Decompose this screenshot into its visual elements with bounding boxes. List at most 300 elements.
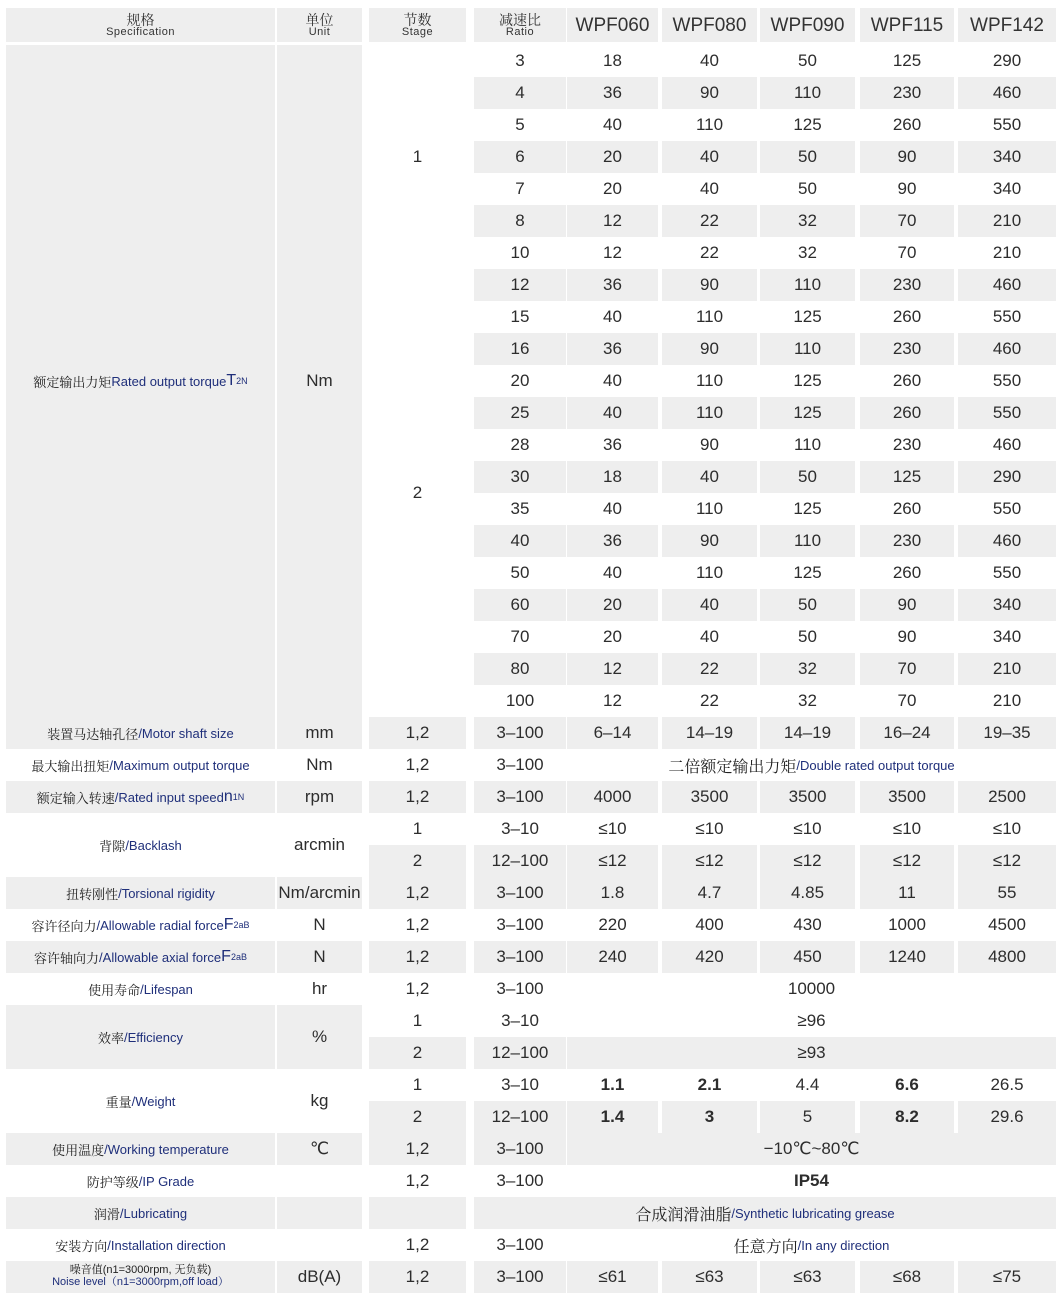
lubricating-value: [474, 1197, 1056, 1229]
torque-value: 22: [662, 653, 757, 685]
torque-ratio: 70: [474, 621, 566, 653]
torque-value: 110: [662, 557, 757, 589]
torque-stage-2: 2: [369, 269, 466, 717]
torque-value: 32: [760, 685, 855, 717]
torque-value: 40: [567, 397, 658, 429]
weight-value: 8.2: [860, 1101, 954, 1133]
header-ratio-cn: 减速比: [499, 11, 541, 28]
noise-label-cn: 噪音值(n1=3000rpm, 无负载): [69, 1264, 212, 1277]
shaft-value: 19–35: [958, 717, 1056, 749]
lifespan-label-en: /Lifespan: [140, 981, 193, 997]
shaft-ratio: 3–100: [474, 717, 566, 749]
torque-value: 20: [567, 621, 658, 653]
torque-value: 70: [860, 237, 954, 269]
ip-value: IP54: [567, 1165, 1056, 1197]
torque-value: 230: [860, 77, 954, 109]
torque-value: 90: [662, 429, 757, 461]
torque-value: 50: [760, 173, 855, 205]
noise-value: ≤61: [567, 1261, 658, 1293]
torque-value: 12: [567, 237, 658, 269]
temperature-unit: ℃: [277, 1133, 362, 1165]
torque-value: 460: [958, 269, 1056, 301]
torque-ratio: 35: [474, 493, 566, 525]
header-specification-cn: 规格: [126, 11, 155, 28]
torque-label-symbol: T: [226, 372, 237, 389]
torque-value: 70: [860, 205, 954, 237]
torque-value: 460: [958, 77, 1056, 109]
torque-value: 18: [567, 45, 658, 77]
efficiency-ratio: 3–10: [474, 1005, 566, 1037]
lubricating-label-en: /Lubricating: [119, 1205, 188, 1221]
input_speed-label: [6, 781, 275, 813]
torque-ratio: 4: [474, 77, 566, 109]
installation-stage: 1,2: [369, 1229, 466, 1261]
torque-value: 90: [860, 141, 954, 173]
torque-value: 125: [760, 397, 855, 429]
radial-value: 400: [662, 909, 757, 941]
backlash-value: ≤12: [860, 845, 954, 877]
radial-label-en: /Allowable radial force: [96, 917, 224, 933]
temperature-label: [6, 1133, 275, 1165]
torque-value: 12: [567, 653, 658, 685]
torque-value: 40: [662, 173, 757, 205]
backlash-ratio: 3–10: [474, 813, 566, 845]
torque-value: 40: [662, 461, 757, 493]
input_speed-label-en: /Rated input speed: [114, 789, 224, 805]
lubricating-value-cn: 合成润滑油脂: [635, 1206, 732, 1224]
efficiency-label: [6, 1005, 275, 1069]
header-model-wpf142: WPF142: [958, 8, 1056, 42]
torque-value: 40: [567, 365, 658, 397]
torque-unit: Nm: [277, 45, 362, 717]
noise-label-en: Noise level（n1=3000rpm,off load）: [52, 1276, 229, 1288]
noise-value: ≤68: [860, 1261, 954, 1293]
weight-value: 1.1: [567, 1069, 658, 1101]
weight-label: [6, 1069, 275, 1133]
torque-value: 110: [662, 301, 757, 333]
torque-value: 70: [860, 653, 954, 685]
torque-ratio: 10: [474, 237, 566, 269]
temperature-stage: 1,2: [369, 1133, 466, 1165]
torque-value: 125: [760, 109, 855, 141]
efficiency-stage: 2: [369, 1037, 466, 1069]
torque-value: 260: [860, 397, 954, 429]
ip-ratio: 3–100: [474, 1165, 566, 1197]
torque-ratio: 7: [474, 173, 566, 205]
backlash-stage: 2: [369, 845, 466, 877]
input_speed-value: 3500: [760, 781, 855, 813]
torque-value: 40: [567, 557, 658, 589]
axial-label-en: /Allowable axial force: [99, 949, 222, 965]
axial-value: 420: [662, 941, 757, 973]
torque-value: 50: [760, 141, 855, 173]
radial-ratio: 3–100: [474, 909, 566, 941]
lifespan-value: 10000: [567, 973, 1056, 1005]
installation-value-cn: 任意方向: [733, 1238, 798, 1256]
rigidity-value: 4.85: [760, 877, 855, 909]
header-model-wpf080: WPF080: [662, 8, 757, 42]
installation-value-en: /In any direction: [797, 1237, 890, 1253]
header-unit-en: Unit: [308, 25, 331, 38]
torque-value: 230: [860, 429, 954, 461]
weight-value: 2.1: [662, 1069, 757, 1101]
weight-ratio: 3–10: [474, 1069, 566, 1101]
backlash-value: ≤12: [662, 845, 757, 877]
torque-value: 230: [860, 525, 954, 557]
backlash-label-en: /Backlash: [125, 837, 182, 853]
torque-value: 18: [567, 461, 658, 493]
torque-value: 260: [860, 365, 954, 397]
weight-value: 3: [662, 1101, 757, 1133]
header-unit-cn: 单位: [305, 11, 334, 28]
torque-ratio: 28: [474, 429, 566, 461]
rigidity-label: [6, 877, 275, 909]
torque-value: 32: [760, 237, 855, 269]
torque-value: 290: [958, 45, 1056, 77]
input_speed-label-cn: 额定输入转速: [36, 790, 115, 806]
installation-value: [567, 1229, 1056, 1261]
radial-unit: N: [277, 909, 362, 941]
efficiency-ratio: 12–100: [474, 1037, 566, 1069]
lifespan-label-cn: 使用寿命: [88, 982, 141, 998]
torque-ratio: 15: [474, 301, 566, 333]
torque-ratio: 50: [474, 557, 566, 589]
torque-value: 40: [567, 301, 658, 333]
rigidity-label-en: /Torsional rigidity: [118, 885, 215, 901]
weight-value: 26.5: [958, 1069, 1056, 1101]
weight-label-cn: 重量: [105, 1094, 132, 1110]
torque-value: 550: [958, 365, 1056, 397]
rigidity-value: 4.7: [662, 877, 757, 909]
lubricating-unit-empty: [277, 1197, 362, 1229]
weight-stage: 2: [369, 1101, 466, 1133]
backlash-value: ≤10: [958, 813, 1056, 845]
input_speed-value: 3500: [860, 781, 954, 813]
axial-value: 1240: [860, 941, 954, 973]
torque-value: 40: [662, 45, 757, 77]
backlash-value: ≤12: [567, 845, 658, 877]
torque-value: 90: [662, 333, 757, 365]
torque-value: 90: [662, 269, 757, 301]
torque-value: 125: [860, 45, 954, 77]
axial-label-subscript: 2aB: [230, 952, 247, 962]
torque-value: 290: [958, 461, 1056, 493]
noise-value: ≤63: [760, 1261, 855, 1293]
radial-label-symbol: F: [223, 916, 234, 933]
torque-value: 22: [662, 237, 757, 269]
ip-label: [6, 1165, 275, 1197]
rigidity-label-cn: 扭转刚性: [66, 886, 119, 902]
torque-label-cn: 额定输出力矩: [33, 374, 112, 390]
backlash-value: ≤10: [567, 813, 658, 845]
noise-label: [6, 1261, 275, 1293]
torque-stage-1: 1: [369, 45, 466, 269]
torque-value: 210: [958, 653, 1056, 685]
max_torque-label-en: /Maximum output torque: [109, 757, 250, 773]
rigidity-ratio: 3–100: [474, 877, 566, 909]
input_speed-label-subscript: 1N: [232, 792, 245, 802]
torque-value: 90: [860, 621, 954, 653]
temperature-value: −10℃~80℃: [567, 1133, 1056, 1165]
backlash-ratio: 12–100: [474, 845, 566, 877]
max_torque-label-cn: 最大输出扭矩: [31, 758, 110, 774]
torque-value: 36: [567, 429, 658, 461]
weight-label-en: /Weight: [131, 1093, 176, 1109]
torque-ratio: 20: [474, 365, 566, 397]
installation-label-cn: 安装方向: [55, 1238, 108, 1254]
max_torque-stage: 1,2: [369, 749, 466, 781]
backlash-value: ≤10: [760, 813, 855, 845]
lifespan-stage: 1,2: [369, 973, 466, 1005]
input_speed-stage: 1,2: [369, 781, 466, 813]
axial-label-symbol: F: [221, 948, 231, 965]
ip-unit-empty: [277, 1165, 362, 1197]
input_speed-value: 2500: [958, 781, 1056, 813]
noise-value: ≤75: [958, 1261, 1056, 1293]
torque-value: 32: [760, 653, 855, 685]
backlash-unit: arcmin: [277, 813, 362, 877]
torque-ratio: 100: [474, 685, 566, 717]
torque-ratio: 8: [474, 205, 566, 237]
torque-value: 110: [760, 429, 855, 461]
torque-value: 22: [662, 205, 757, 237]
torque-value: 36: [567, 77, 658, 109]
torque-value: 260: [860, 493, 954, 525]
torque-value: 340: [958, 589, 1056, 621]
backlash-value: ≤10: [662, 813, 757, 845]
torque-value: 40: [567, 493, 658, 525]
noise-stage: 1,2: [369, 1261, 466, 1293]
rigidity-unit: Nm/arcmin: [277, 877, 362, 909]
radial-label-subscript: 2aB: [233, 920, 250, 930]
torque-value: 110: [662, 109, 757, 141]
header-specification-en: Specification: [106, 25, 175, 38]
input_speed-unit: rpm: [277, 781, 362, 813]
installation-unit-empty: [277, 1229, 362, 1261]
efficiency-stage: 1: [369, 1005, 466, 1037]
torque-value: 125: [760, 493, 855, 525]
input_speed-value: 4000: [567, 781, 658, 813]
torque-value: 40: [662, 621, 757, 653]
radial-label-cn: 容许径向力: [31, 918, 97, 934]
torque-ratio: 3: [474, 45, 566, 77]
torque-value: 550: [958, 301, 1056, 333]
torque-value: 50: [760, 621, 855, 653]
weight-value: 4.4: [760, 1069, 855, 1101]
ip-stage: 1,2: [369, 1165, 466, 1197]
shaft-unit: mm: [277, 717, 362, 749]
header-specification: [6, 8, 275, 42]
weight-value: 6.6: [860, 1069, 954, 1101]
torque-value: 210: [958, 685, 1056, 717]
max_torque-value: [567, 749, 1056, 781]
weight-value: 1.4: [567, 1101, 658, 1133]
torque-label-en: Rated output torque: [111, 373, 227, 389]
backlash-label-cn: 背隙: [99, 838, 126, 854]
torque-value: 110: [760, 77, 855, 109]
lubricating-value-en: /Synthetic lubricating grease: [731, 1205, 895, 1221]
lifespan-unit: hr: [277, 973, 362, 1005]
torque-value: 550: [958, 397, 1056, 429]
torque-value: 125: [760, 557, 855, 589]
torque-value: 50: [760, 461, 855, 493]
torque-value: 12: [567, 685, 658, 717]
torque-value: 340: [958, 173, 1056, 205]
torque-value: 260: [860, 301, 954, 333]
torque-value: 340: [958, 141, 1056, 173]
input_speed-value: 3500: [662, 781, 757, 813]
axial-value: 450: [760, 941, 855, 973]
torque-value: 32: [760, 205, 855, 237]
installation-label: [6, 1229, 275, 1261]
input_speed-ratio: 3–100: [474, 781, 566, 813]
torque-value: 110: [760, 269, 855, 301]
efficiency-label-cn: 效率: [97, 1030, 124, 1046]
weight-ratio: 12–100: [474, 1101, 566, 1133]
shaft-label-cn: 装置马达轴孔径: [47, 726, 139, 742]
header-model-wpf115: WPF115: [860, 8, 954, 42]
shaft-label: [6, 717, 275, 749]
max_torque-ratio: 3–100: [474, 749, 566, 781]
radial-value: 430: [760, 909, 855, 941]
torque-ratio: 80: [474, 653, 566, 685]
temperature-label-en: /Working temperature: [104, 1141, 229, 1157]
max_torque-unit: Nm: [277, 749, 362, 781]
header-ratio-en: Ratio: [505, 25, 535, 38]
torque-value: 12: [567, 205, 658, 237]
torque-value: 90: [860, 173, 954, 205]
torque-value: 550: [958, 493, 1056, 525]
torque-value: 90: [662, 77, 757, 109]
radial-value: 1000: [860, 909, 954, 941]
input_speed-label-symbol: n: [223, 788, 233, 805]
shaft-value: 16–24: [860, 717, 954, 749]
torque-value: 20: [567, 141, 658, 173]
torque-value: 125: [760, 301, 855, 333]
torque-value: 230: [860, 333, 954, 365]
torque-value: 50: [760, 589, 855, 621]
torque-value: 460: [958, 525, 1056, 557]
torque-value: 340: [958, 621, 1056, 653]
axial-value: 4800: [958, 941, 1056, 973]
torque-value: 70: [860, 685, 954, 717]
torque-value: 125: [760, 365, 855, 397]
backlash-stage: 1: [369, 813, 466, 845]
lifespan-ratio: 3–100: [474, 973, 566, 1005]
lubricating-stage-empty: [369, 1197, 466, 1229]
noise-value: ≤63: [662, 1261, 757, 1293]
backlash-value: ≤10: [860, 813, 954, 845]
header-ratio: [474, 8, 566, 42]
ip-label-en: /IP Grade: [138, 1173, 195, 1189]
torque-value: 40: [567, 109, 658, 141]
rigidity-value: 55: [958, 877, 1056, 909]
torque-value: 210: [958, 237, 1056, 269]
shaft-value: 6–14: [567, 717, 658, 749]
installation-label-en: /Installation direction: [107, 1237, 226, 1253]
lifespan-label: [6, 973, 275, 1005]
torque-value: 50: [760, 45, 855, 77]
torque-value: 460: [958, 333, 1056, 365]
torque-value: 36: [567, 333, 658, 365]
header-model-wpf090: WPF090: [760, 8, 855, 42]
header-model-wpf060: WPF060: [567, 8, 658, 42]
radial-label: [6, 909, 275, 941]
torque-value: 110: [760, 525, 855, 557]
lubricating-label: [6, 1197, 275, 1229]
axial-label-cn: 容许轴向力: [34, 950, 100, 966]
noise-ratio: 3–100: [474, 1261, 566, 1293]
backlash-value: ≤12: [760, 845, 855, 877]
torque-value: 110: [662, 493, 757, 525]
axial-value: 240: [567, 941, 658, 973]
header-stage-en: Stage: [401, 25, 434, 38]
torque-value: 36: [567, 269, 658, 301]
backlash-value: ≤12: [958, 845, 1056, 877]
torque-value: 550: [958, 557, 1056, 589]
shaft-label-en: /Motor shaft size: [138, 725, 234, 741]
efficiency-label-en: /Efficiency: [124, 1029, 184, 1045]
torque-value: 22: [662, 685, 757, 717]
header-stage: [369, 8, 466, 42]
torque-ratio: 30: [474, 461, 566, 493]
rigidity-value: 11: [860, 877, 954, 909]
torque-value: 110: [662, 397, 757, 429]
max_torque-value-cn: 二倍额定输出力矩: [668, 758, 797, 776]
torque-value: 36: [567, 525, 658, 557]
torque-value: 90: [662, 525, 757, 557]
torque-value: 110: [760, 333, 855, 365]
backlash-label: [6, 813, 275, 877]
torque-ratio: 60: [474, 589, 566, 621]
torque-label-subscript: 2N: [236, 376, 248, 386]
axial-label: [6, 941, 275, 973]
ip-label-cn: 防护等级: [86, 1174, 139, 1190]
header-unit: [277, 8, 362, 42]
weight-value: 5: [760, 1101, 855, 1133]
radial-value: 4500: [958, 909, 1056, 941]
efficiency-value: ≥93: [567, 1037, 1056, 1069]
torque-ratio: 40: [474, 525, 566, 557]
shaft-value: 14–19: [662, 717, 757, 749]
torque-value: 260: [860, 109, 954, 141]
torque-value: 125: [860, 461, 954, 493]
torque-value: 230: [860, 269, 954, 301]
noise-unit: dB(A): [277, 1261, 362, 1293]
rigidity-stage: 1,2: [369, 877, 466, 909]
axial-ratio: 3–100: [474, 941, 566, 973]
radial-stage: 1,2: [369, 909, 466, 941]
efficiency-unit: %: [277, 1005, 362, 1069]
torque-value: 260: [860, 557, 954, 589]
torque-value: 210: [958, 205, 1056, 237]
efficiency-value: ≥96: [567, 1005, 1056, 1037]
weight-stage: 1: [369, 1069, 466, 1101]
torque-value: 20: [567, 589, 658, 621]
torque-value: 110: [662, 365, 757, 397]
header-stage-cn: 节数: [403, 11, 432, 28]
torque-value: 90: [860, 589, 954, 621]
weight-value: 29.6: [958, 1101, 1056, 1133]
temperature-label-cn: 使用温度: [52, 1142, 105, 1158]
lubricating-label-cn: 润滑: [93, 1206, 120, 1222]
torque-value: 460: [958, 429, 1056, 461]
max_torque-value-en: /Double rated output torque: [796, 757, 955, 773]
torque-ratio: 25: [474, 397, 566, 429]
radial-value: 220: [567, 909, 658, 941]
shaft-stage: 1,2: [369, 717, 466, 749]
axial-stage: 1,2: [369, 941, 466, 973]
